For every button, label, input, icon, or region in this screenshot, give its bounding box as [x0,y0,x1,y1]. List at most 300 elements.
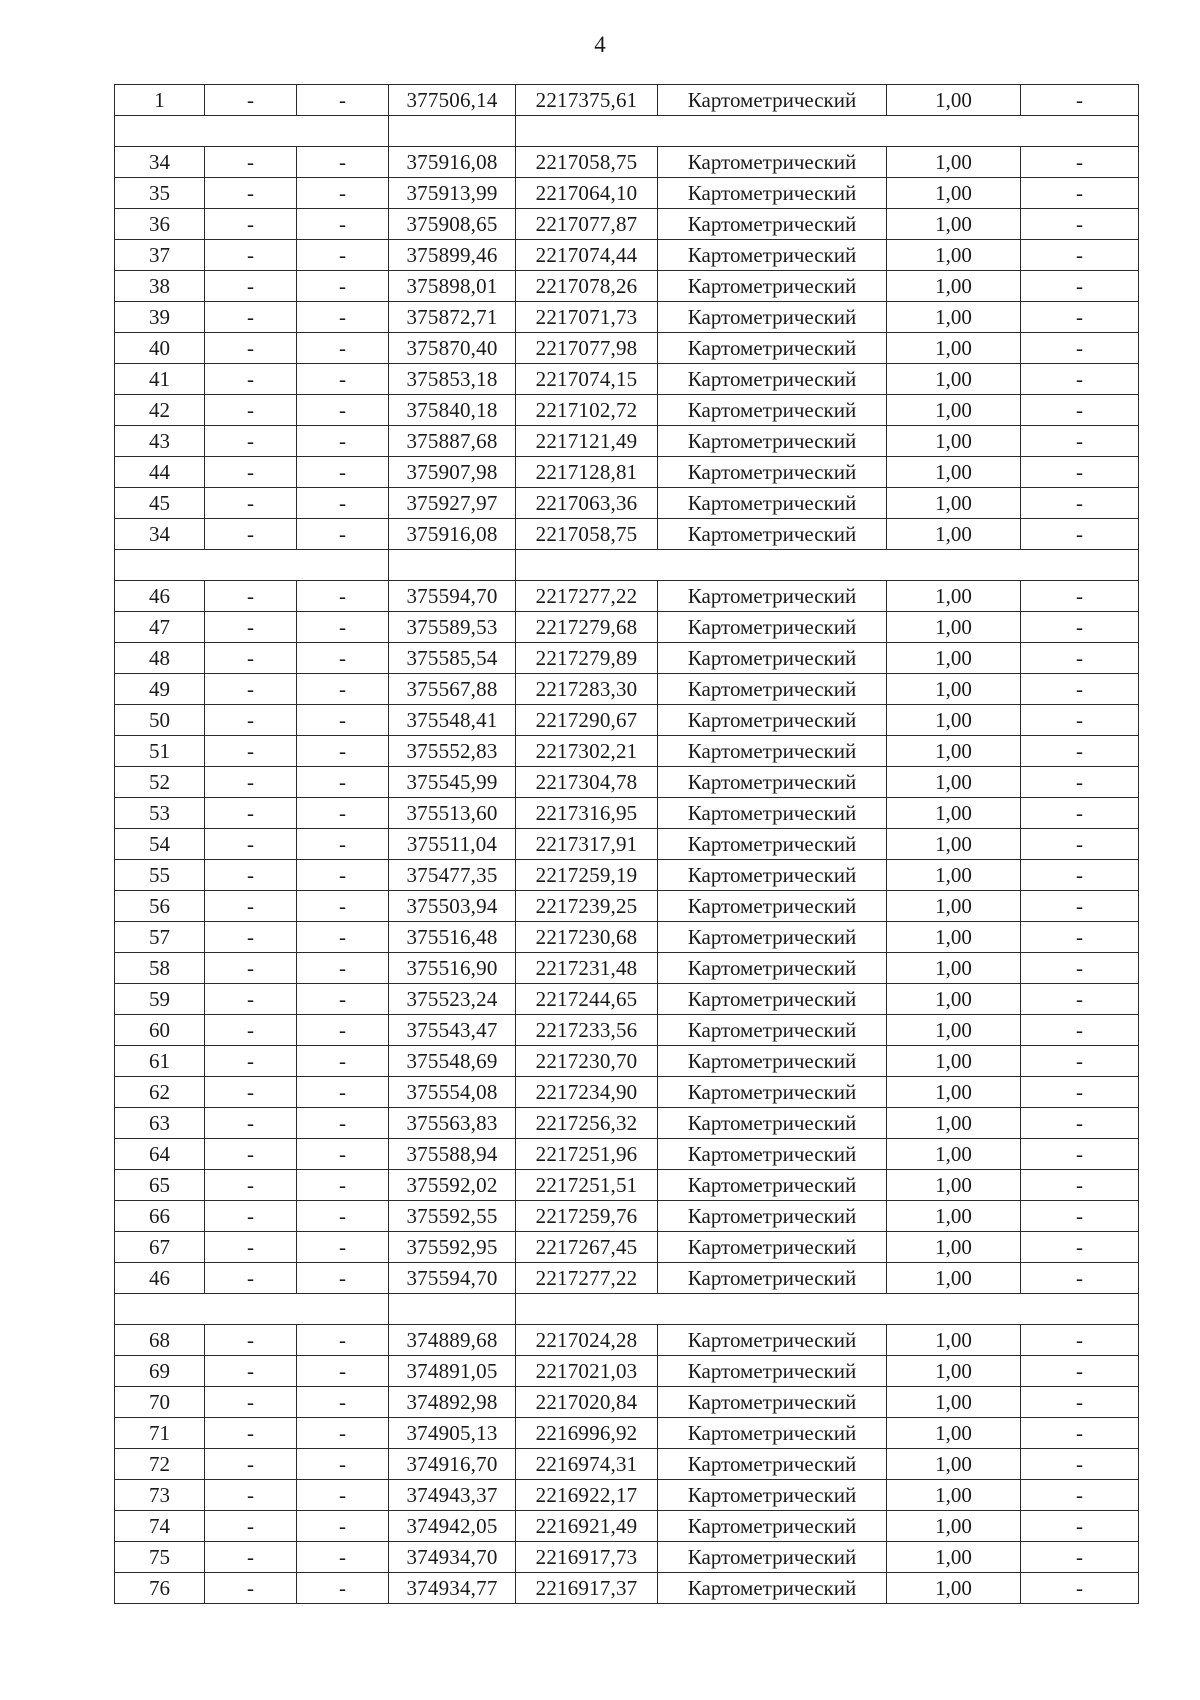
dash-cell: - [205,302,297,333]
precision-cell: 1,00 [887,1542,1021,1573]
dash-cell: - [1021,736,1139,767]
x-coordinate-cell: 375594,70 [389,1263,516,1294]
dash-cell: - [1021,333,1139,364]
table-row [115,1077,1139,1108]
method-cell: Картометрический [658,395,887,426]
dash-cell: - [205,798,297,829]
dash-cell: - [1021,302,1139,333]
dash-cell: - [1021,1325,1139,1356]
method-cell: Картометрический [658,1387,887,1418]
method-cell: Картометрический [658,643,887,674]
x-coordinate-cell: 374892,98 [389,1387,516,1418]
precision-cell: 1,00 [887,271,1021,302]
point-number-cell: 70 [115,1387,205,1418]
point-number-cell: 71 [115,1418,205,1449]
y-coordinate-cell: 2217230,68 [516,922,658,953]
dash-cell: - [297,519,389,550]
precision-cell: 1,00 [887,147,1021,178]
dash-cell: - [297,1356,389,1387]
x-coordinate-cell: 375563,83 [389,1108,516,1139]
dash-cell: - [297,1015,389,1046]
y-coordinate-cell: 2217234,90 [516,1077,658,1108]
x-coordinate-cell: 375511,04 [389,829,516,860]
dash-cell: - [205,1325,297,1356]
table-row [115,922,1139,953]
point-number-cell: 52 [115,767,205,798]
dash-cell: - [205,240,297,271]
dash-cell: - [297,333,389,364]
dash-cell: - [1021,395,1139,426]
table-row [115,519,1139,550]
dash-cell: - [205,457,297,488]
dash-cell: - [297,1511,389,1542]
table-row [115,1387,1139,1418]
dash-cell: - [205,426,297,457]
method-cell: Картометрический [658,1108,887,1139]
method-cell: Картометрический [658,705,887,736]
point-number-cell: 48 [115,643,205,674]
dash-cell: - [297,643,389,674]
precision-cell: 1,00 [887,767,1021,798]
y-coordinate-cell: 2217277,22 [516,1263,658,1294]
dash-cell: - [1021,1201,1139,1232]
method-cell: Картометрический [658,209,887,240]
precision-cell: 1,00 [887,395,1021,426]
precision-cell: 1,00 [887,302,1021,333]
y-coordinate-cell: 2217259,76 [516,1201,658,1232]
y-coordinate-cell: 2217279,68 [516,612,658,643]
y-coordinate-cell: 2216996,92 [516,1418,658,1449]
y-coordinate-cell: 2217121,49 [516,426,658,457]
x-coordinate-cell: 375548,41 [389,705,516,736]
x-coordinate-cell: 374934,70 [389,1542,516,1573]
dash-cell: - [297,209,389,240]
y-coordinate-cell: 2217128,81 [516,457,658,488]
dash-cell: - [1021,643,1139,674]
dash-cell: - [205,1263,297,1294]
spacer-cell [389,550,516,581]
table-spacer-row [115,550,1139,581]
y-coordinate-cell: 2217302,21 [516,736,658,767]
method-cell: Картометрический [658,1325,887,1356]
point-number-cell: 62 [115,1077,205,1108]
x-coordinate-cell: 375853,18 [389,364,516,395]
precision-cell: 1,00 [887,798,1021,829]
dash-cell: - [205,829,297,860]
dash-cell: - [205,333,297,364]
dash-cell: - [297,612,389,643]
dash-cell: - [297,829,389,860]
y-coordinate-cell: 2217074,15 [516,364,658,395]
spacer-cell [516,1294,1139,1325]
y-coordinate-cell: 2217259,19 [516,860,658,891]
dash-cell: - [1021,1449,1139,1480]
dash-cell: - [1021,1511,1139,1542]
method-cell: Картометрический [658,1418,887,1449]
dash-cell: - [1021,1387,1139,1418]
dash-cell: - [297,178,389,209]
dash-cell: - [297,953,389,984]
table-row [115,1449,1139,1480]
point-number-cell: 73 [115,1480,205,1511]
spacer-cell [389,116,516,147]
method-cell: Картометрический [658,1232,887,1263]
y-coordinate-cell: 2217279,89 [516,643,658,674]
precision-cell: 1,00 [887,333,1021,364]
point-number-cell: 51 [115,736,205,767]
y-coordinate-cell: 2217283,30 [516,674,658,705]
dash-cell: - [205,922,297,953]
method-cell: Картометрический [658,1511,887,1542]
table-row [115,1139,1139,1170]
method-cell: Картометрический [658,271,887,302]
x-coordinate-cell: 375548,69 [389,1046,516,1077]
dash-cell: - [205,1077,297,1108]
table-row [115,1232,1139,1263]
dash-cell: - [297,1232,389,1263]
dash-cell: - [297,1418,389,1449]
table-row [115,271,1139,302]
method-cell: Картометрический [658,767,887,798]
method-cell: Картометрический [658,612,887,643]
method-cell: Картометрический [658,674,887,705]
precision-cell: 1,00 [887,612,1021,643]
point-number-cell: 55 [115,860,205,891]
dash-cell: - [205,1046,297,1077]
dash-cell: - [297,984,389,1015]
x-coordinate-cell: 374934,77 [389,1573,516,1604]
dash-cell: - [1021,1015,1139,1046]
method-cell: Картометрический [658,1046,887,1077]
method-cell: Картометрический [658,1573,887,1604]
x-coordinate-cell: 375899,46 [389,240,516,271]
dash-cell: - [1021,922,1139,953]
dash-cell: - [1021,1170,1139,1201]
x-coordinate-cell: 375503,94 [389,891,516,922]
y-coordinate-cell: 2217024,28 [516,1325,658,1356]
table-row [115,1108,1139,1139]
y-coordinate-cell: 2217267,45 [516,1232,658,1263]
x-coordinate-cell: 375516,48 [389,922,516,953]
dash-cell: - [1021,953,1139,984]
table-row [115,705,1139,736]
x-coordinate-cell: 375592,02 [389,1170,516,1201]
y-coordinate-cell: 2217230,70 [516,1046,658,1077]
precision-cell: 1,00 [887,736,1021,767]
method-cell: Картометрический [658,922,887,953]
point-number-cell: 59 [115,984,205,1015]
precision-cell: 1,00 [887,1201,1021,1232]
dash-cell: - [205,209,297,240]
dash-cell: - [205,984,297,1015]
method-cell: Картометрический [658,1077,887,1108]
dash-cell: - [205,1387,297,1418]
precision-cell: 1,00 [887,1108,1021,1139]
method-cell: Картометрический [658,736,887,767]
dash-cell: - [205,85,297,116]
table-row [115,1511,1139,1542]
y-coordinate-cell: 2217020,84 [516,1387,658,1418]
point-number-cell: 69 [115,1356,205,1387]
dash-cell: - [1021,1573,1139,1604]
dash-cell: - [297,85,389,116]
y-coordinate-cell: 2217064,10 [516,178,658,209]
point-number-cell: 66 [115,1201,205,1232]
table-row [115,643,1139,674]
table-row [115,1356,1139,1387]
dash-cell: - [297,147,389,178]
table-row [115,333,1139,364]
point-number-cell: 67 [115,1232,205,1263]
dash-cell: - [205,1573,297,1604]
method-cell: Картометрический [658,1542,887,1573]
dash-cell: - [297,1387,389,1418]
dash-cell: - [1021,1139,1139,1170]
dash-cell: - [297,922,389,953]
table-row [115,147,1139,178]
y-coordinate-cell: 2217077,87 [516,209,658,240]
dash-cell: - [1021,705,1139,736]
dash-cell: - [205,271,297,302]
dash-cell: - [205,1015,297,1046]
x-coordinate-cell: 375840,18 [389,395,516,426]
x-coordinate-cell: 375908,65 [389,209,516,240]
dash-cell: - [205,1449,297,1480]
point-number-cell: 40 [115,333,205,364]
point-number-cell: 58 [115,953,205,984]
x-coordinate-cell: 375913,99 [389,178,516,209]
dash-cell: - [297,1170,389,1201]
dash-cell: - [297,1108,389,1139]
x-coordinate-cell: 375916,08 [389,519,516,550]
precision-cell: 1,00 [887,457,1021,488]
dash-cell: - [297,736,389,767]
table-row [115,798,1139,829]
table-row [115,1015,1139,1046]
table-row [115,178,1139,209]
point-number-cell: 35 [115,178,205,209]
y-coordinate-cell: 2217316,95 [516,798,658,829]
method-cell: Картометрический [658,364,887,395]
y-coordinate-cell: 2217102,72 [516,395,658,426]
dash-cell: - [297,891,389,922]
y-coordinate-cell: 2217256,32 [516,1108,658,1139]
precision-cell: 1,00 [887,1015,1021,1046]
precision-cell: 1,00 [887,1170,1021,1201]
dash-cell: - [1021,1418,1139,1449]
dash-cell: - [1021,612,1139,643]
dash-cell: - [205,953,297,984]
dash-cell: - [205,767,297,798]
dash-cell: - [297,1480,389,1511]
dash-cell: - [297,395,389,426]
y-coordinate-cell: 2217233,56 [516,1015,658,1046]
dash-cell: - [1021,85,1139,116]
precision-cell: 1,00 [887,519,1021,550]
dash-cell: - [205,1356,297,1387]
dash-cell: - [297,1046,389,1077]
x-coordinate-cell: 374942,05 [389,1511,516,1542]
dash-cell: - [205,612,297,643]
precision-cell: 1,00 [887,581,1021,612]
dash-cell: - [1021,364,1139,395]
point-number-cell: 54 [115,829,205,860]
x-coordinate-cell: 375592,95 [389,1232,516,1263]
x-coordinate-cell: 374889,68 [389,1325,516,1356]
y-coordinate-cell: 2217251,96 [516,1139,658,1170]
table-row [115,891,1139,922]
dash-cell: - [1021,271,1139,302]
table-row [115,302,1139,333]
table-row [115,829,1139,860]
dash-cell: - [205,147,297,178]
point-number-cell: 38 [115,271,205,302]
point-number-cell: 61 [115,1046,205,1077]
point-number-cell: 39 [115,302,205,333]
dash-cell: - [1021,798,1139,829]
dash-cell: - [1021,209,1139,240]
precision-cell: 1,00 [887,891,1021,922]
y-coordinate-cell: 2217239,25 [516,891,658,922]
table-row [115,1418,1139,1449]
x-coordinate-cell: 375907,98 [389,457,516,488]
x-coordinate-cell: 374916,70 [389,1449,516,1480]
precision-cell: 1,00 [887,1139,1021,1170]
x-coordinate-cell: 375523,24 [389,984,516,1015]
dash-cell: - [1021,1480,1139,1511]
point-number-cell: 41 [115,364,205,395]
point-number-cell: 34 [115,147,205,178]
dash-cell: - [1021,519,1139,550]
dash-cell: - [205,1418,297,1449]
point-number-cell: 72 [115,1449,205,1480]
dash-cell: - [297,581,389,612]
method-cell: Картометрический [658,1356,887,1387]
dash-cell: - [297,364,389,395]
table-row [115,85,1139,116]
precision-cell: 1,00 [887,674,1021,705]
dash-cell: - [297,767,389,798]
dash-cell: - [205,395,297,426]
x-coordinate-cell: 375872,71 [389,302,516,333]
point-number-cell: 36 [115,209,205,240]
point-number-cell: 65 [115,1170,205,1201]
y-coordinate-cell: 2217063,36 [516,488,658,519]
x-coordinate-cell: 375516,90 [389,953,516,984]
precision-cell: 1,00 [887,178,1021,209]
x-coordinate-cell: 375594,70 [389,581,516,612]
y-coordinate-cell: 2217071,73 [516,302,658,333]
method-cell: Картометрический [658,1015,887,1046]
y-coordinate-cell: 2216921,49 [516,1511,658,1542]
table-row [115,1263,1139,1294]
spacer-cell [115,116,389,147]
dash-cell: - [205,1170,297,1201]
precision-cell: 1,00 [887,1356,1021,1387]
x-coordinate-cell: 375513,60 [389,798,516,829]
coordinates-table [114,84,1139,1604]
dash-cell: - [205,1108,297,1139]
precision-cell: 1,00 [887,426,1021,457]
dash-cell: - [205,1511,297,1542]
table-row [115,1046,1139,1077]
table-row [115,426,1139,457]
dash-cell: - [297,1325,389,1356]
point-number-cell: 50 [115,705,205,736]
dash-cell: - [205,891,297,922]
precision-cell: 1,00 [887,1418,1021,1449]
dash-cell: - [205,643,297,674]
dash-cell: - [1021,891,1139,922]
x-coordinate-cell: 377506,14 [389,85,516,116]
y-coordinate-cell: 2217021,03 [516,1356,658,1387]
table-row [115,860,1139,891]
y-coordinate-cell: 2217277,22 [516,581,658,612]
method-cell: Картометрический [658,519,887,550]
method-cell: Картометрический [658,457,887,488]
x-coordinate-cell: 375543,47 [389,1015,516,1046]
precision-cell: 1,00 [887,984,1021,1015]
y-coordinate-cell: 2217058,75 [516,519,658,550]
method-cell: Картометрический [658,85,887,116]
table-row [115,767,1139,798]
dash-cell: - [297,1077,389,1108]
precision-cell: 1,00 [887,829,1021,860]
dash-cell: - [1021,1077,1139,1108]
method-cell: Картометрический [658,860,887,891]
dash-cell: - [1021,1356,1139,1387]
dash-cell: - [297,271,389,302]
table-row [115,209,1139,240]
y-coordinate-cell: 2217304,78 [516,767,658,798]
dash-cell: - [297,1542,389,1573]
spacer-cell [115,550,389,581]
dash-cell: - [297,1139,389,1170]
x-coordinate-cell: 375545,99 [389,767,516,798]
method-cell: Картометрический [658,1139,887,1170]
method-cell: Картометрический [658,829,887,860]
point-number-cell: 64 [115,1139,205,1170]
precision-cell: 1,00 [887,364,1021,395]
dash-cell: - [1021,1108,1139,1139]
table-row [115,674,1139,705]
precision-cell: 1,00 [887,953,1021,984]
x-coordinate-cell: 375477,35 [389,860,516,891]
x-coordinate-cell: 374905,13 [389,1418,516,1449]
point-number-cell: 47 [115,612,205,643]
spacer-cell [516,550,1139,581]
table-row [115,1325,1139,1356]
method-cell: Картометрический [658,953,887,984]
method-cell: Картометрический [658,178,887,209]
precision-cell: 1,00 [887,1077,1021,1108]
table-row [115,953,1139,984]
dash-cell: - [1021,457,1139,488]
method-cell: Картометрический [658,891,887,922]
method-cell: Картометрический [658,1449,887,1480]
method-cell: Картометрический [658,302,887,333]
point-number-cell: 68 [115,1325,205,1356]
point-number-cell: 56 [115,891,205,922]
method-cell: Картометрический [658,147,887,178]
dash-cell: - [1021,984,1139,1015]
dash-cell: - [205,519,297,550]
dash-cell: - [297,798,389,829]
x-coordinate-cell: 374943,37 [389,1480,516,1511]
dash-cell: - [297,1573,389,1604]
method-cell: Картометрический [658,1170,887,1201]
y-coordinate-cell: 2217317,91 [516,829,658,860]
